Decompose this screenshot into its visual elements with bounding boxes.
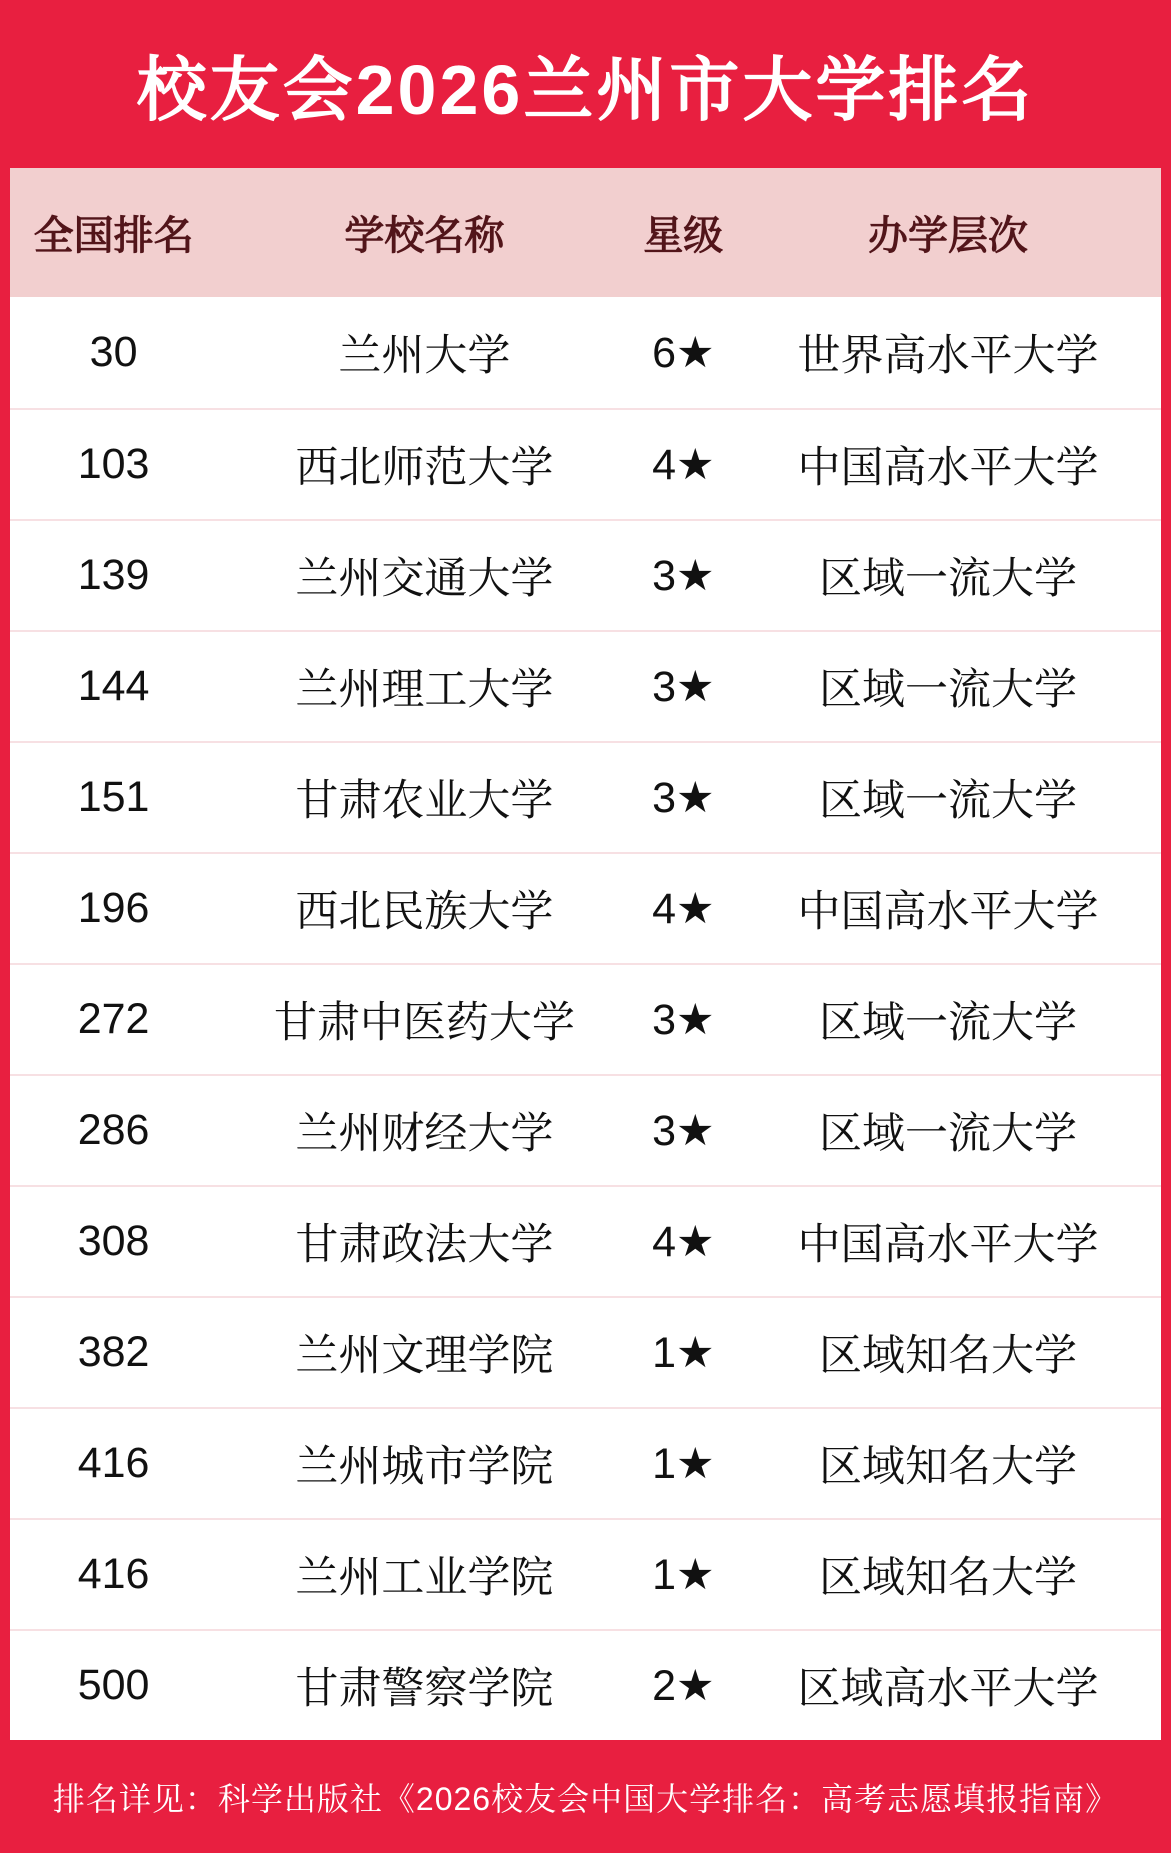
cell-star-level: 4★ xyxy=(652,884,715,933)
table-row xyxy=(10,852,1161,963)
cell-school-name: 兰州财经大学 xyxy=(295,1110,554,1158)
cell-school-name: 兰州城市学院 xyxy=(295,1443,554,1491)
cell-national-rank: 103 xyxy=(77,440,150,488)
cell-education-tier: 世界高水平大学 xyxy=(797,332,1099,380)
column-header-national-rank: 全国排名 xyxy=(33,214,194,258)
column-header-star-level: 星级 xyxy=(643,214,724,258)
table-row xyxy=(10,1185,1161,1296)
title-banner xyxy=(0,0,1171,168)
cell-national-rank: 500 xyxy=(77,1661,150,1709)
cell-star-level: 1★ xyxy=(652,1439,715,1488)
cell-national-rank: 382 xyxy=(77,1328,150,1376)
table-row xyxy=(10,519,1161,630)
cell-education-tier: 中国高水平大学 xyxy=(797,444,1099,492)
cell-education-tier: 中国高水平大学 xyxy=(797,1221,1099,1269)
cell-school-name: 兰州工业学院 xyxy=(295,1554,554,1602)
cell-star-level: 6★ xyxy=(652,328,715,377)
cell-school-name: 甘肃中医药大学 xyxy=(273,999,575,1047)
table-row xyxy=(10,1296,1161,1407)
cell-star-level: 4★ xyxy=(652,1217,715,1266)
cell-education-tier: 区域一流大学 xyxy=(819,999,1078,1047)
cell-school-name: 兰州理工大学 xyxy=(295,666,554,714)
table-row xyxy=(10,1407,1161,1518)
cell-star-level: 3★ xyxy=(652,1106,715,1155)
cell-education-tier: 区域一流大学 xyxy=(819,1110,1078,1158)
cell-national-rank: 144 xyxy=(77,662,150,710)
table-row xyxy=(10,1629,1161,1740)
table-row xyxy=(10,630,1161,741)
cell-star-level: 4★ xyxy=(652,440,715,489)
cell-national-rank: 30 xyxy=(89,328,138,376)
table-header-row xyxy=(10,168,1161,297)
table-body xyxy=(10,297,1161,1740)
cell-star-level: 3★ xyxy=(652,773,715,822)
cell-school-name: 西北师范大学 xyxy=(295,444,554,492)
cell-national-rank: 286 xyxy=(77,1106,150,1154)
page-title: 校友会2026兰州市大学排名 xyxy=(136,50,1035,129)
cell-star-level: 1★ xyxy=(652,1550,715,1599)
cell-education-tier: 区域知名大学 xyxy=(819,1332,1078,1380)
cell-national-rank: 416 xyxy=(77,1439,150,1487)
cell-education-tier: 区域一流大学 xyxy=(819,555,1078,603)
column-header-education-tier: 办学层次 xyxy=(868,214,1029,258)
cell-star-level: 3★ xyxy=(652,551,715,600)
cell-national-rank: 272 xyxy=(77,995,150,1043)
cell-school-name: 甘肃农业大学 xyxy=(295,777,554,825)
cell-star-level: 2★ xyxy=(652,1661,715,1710)
cell-education-tier: 区域知名大学 xyxy=(819,1443,1078,1491)
cell-national-rank: 139 xyxy=(77,551,150,599)
cell-star-level: 1★ xyxy=(652,1328,715,1377)
cell-school-name: 兰州大学 xyxy=(338,332,511,380)
cell-national-rank: 196 xyxy=(77,884,150,932)
table-row xyxy=(10,1518,1161,1629)
cell-school-name: 兰州文理学院 xyxy=(295,1332,554,1380)
ranking-table xyxy=(10,168,1161,1740)
cell-school-name: 甘肃政法大学 xyxy=(295,1221,554,1269)
cell-national-rank: 416 xyxy=(77,1550,150,1598)
cell-national-rank: 151 xyxy=(77,773,150,821)
table-row xyxy=(10,963,1161,1074)
table-row xyxy=(10,408,1161,519)
cell-school-name: 甘肃警察学院 xyxy=(295,1665,554,1713)
cell-education-tier: 区域高水平大学 xyxy=(797,1665,1099,1713)
table-row xyxy=(10,1074,1161,1185)
cell-star-level: 3★ xyxy=(652,662,715,711)
cell-education-tier: 区域知名大学 xyxy=(819,1554,1078,1602)
table-row xyxy=(10,741,1161,852)
column-header-school-name: 学校名称 xyxy=(344,214,505,258)
cell-education-tier: 区域一流大学 xyxy=(819,666,1078,714)
table-row xyxy=(10,297,1161,408)
cell-education-tier: 中国高水平大学 xyxy=(797,888,1099,936)
cell-school-name: 西北民族大学 xyxy=(295,888,554,936)
cell-star-level: 3★ xyxy=(652,995,715,1044)
cell-education-tier: 区域一流大学 xyxy=(819,777,1078,825)
cell-national-rank: 308 xyxy=(77,1217,150,1265)
footer-banner xyxy=(0,1740,1171,1853)
cell-school-name: 兰州交通大学 xyxy=(295,555,554,603)
footer-note: 排名详见：科学出版社《2026校友会中国大学排名：高考志愿填报指南》 xyxy=(52,1780,1119,1817)
